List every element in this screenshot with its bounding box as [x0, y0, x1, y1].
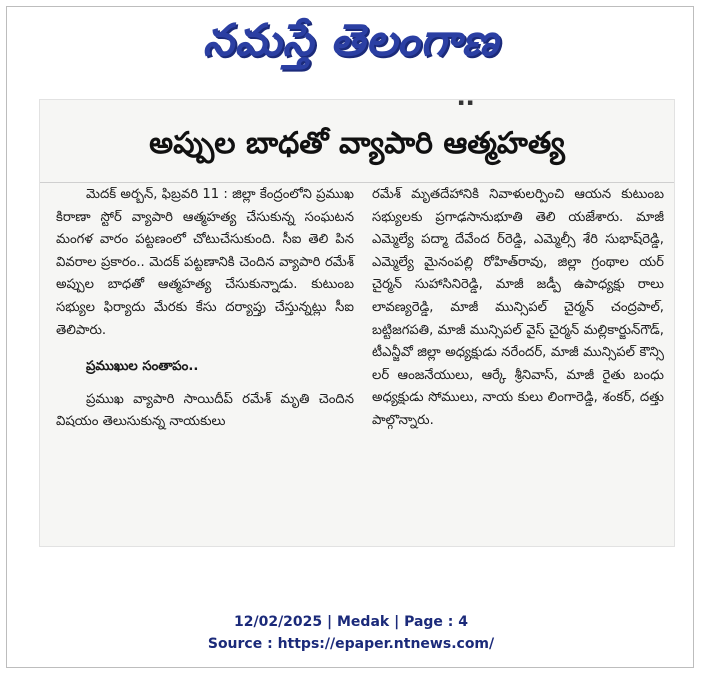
article-paragraph-3: రమేశ్ మృతదేహానికి నివాళులర్పించి ఆయన కుటుంబ సభ్యులకు ప్రగాఢసానుభూతి తెలి యజేశారు. మాజీ ఎమ్మెల్యే పద్మా దేవేంద ర్‌రెడ్డి, ఎమ్మెల్సీ శేరి సుభాష్‌రెడ్డి, ఎమ్మెల్యే మైనంపల్లి రోహిత్‌రావు, జిల్లా గ్రంథాల యర్ చైర్మన్ సుహాసినిరెడ్డి, మాజీ జడ్పీ ఉపాధ్యక్షు రాలు లావణ్యరెడ్డి, మాజీ మున్సిపల్ చైర్మన్ చంద్రపాల్, బట్టిజగపతి, మాజీ మున్సిపల్ వైస్ చైర్మన్ మల్లికార్జున్‌గౌడ్, టీఎన్జీవో జిల్లా అధ్యక్షుడు నరేందర్, మాజీ మున్సిపల్ కౌన్సి లర్ ఆంజనేయులు, ఆర్కే శ్రీనివాస్, మాజీ రైతు బంధు అధ్యక్షుడు సోములు, నాయ కులు లింగారెడ్డి, శంకర్, దత్తు పాల్గొన్నారు. [372, 187, 664, 428]
article-headline: అప్పుల బాధతో వ్యాపారి ఆత్మహత్య [40, 106, 674, 183]
article-paragraph-2: ప్రముఖ వ్యాపారి సాయిదీప్ రమేశ్ మృతి చెందిన విషయం తెలుసుకున్న నాయకులు [56, 391, 354, 430]
decorative-mark: ▪ ▪ [458, 98, 474, 108]
footer-date-page: 12/02/2025 | Medak | Page : 4 [233, 614, 469, 630]
article-column-left [56, 184, 354, 434]
article-column-right [372, 184, 664, 433]
newspaper-masthead: నమస్తే తెలంగాణ [202, 15, 500, 66]
article-paragraph-1: మెదక్ అర్బన్, ఫిబ్రవరి 11 : జిల్లా కేంద్రంలోని ప్రముఖ కిరాణా స్టోర్ వ్యాపారి ఆత్మహత్య చేసుకున్న సంఘటన మంగళ వారం పట్టణంలో చోటుచేసుకుంది. సీఐ తెలి పిన వివరాల ప్రకారం.. మెదక్ పట్టణానికి చెందిన వ్యాపారి రమేశ్ అప్పుల బాధతో ఆత్మహత్య చేసుకున్నాడు. కుటుంబ సభ్యుల ఫిర్యాదు మేరకు కేసు దర్యాప్తు చేస్తున్నట్లు సీఐ తెలిపారు. [56, 187, 354, 338]
footer-source: Source : https://epaper.ntnews.com/ [207, 636, 495, 652]
article-subheading: ప్రముఖుల సంతాపం.. [86, 359, 199, 375]
news-clipping [40, 100, 674, 546]
